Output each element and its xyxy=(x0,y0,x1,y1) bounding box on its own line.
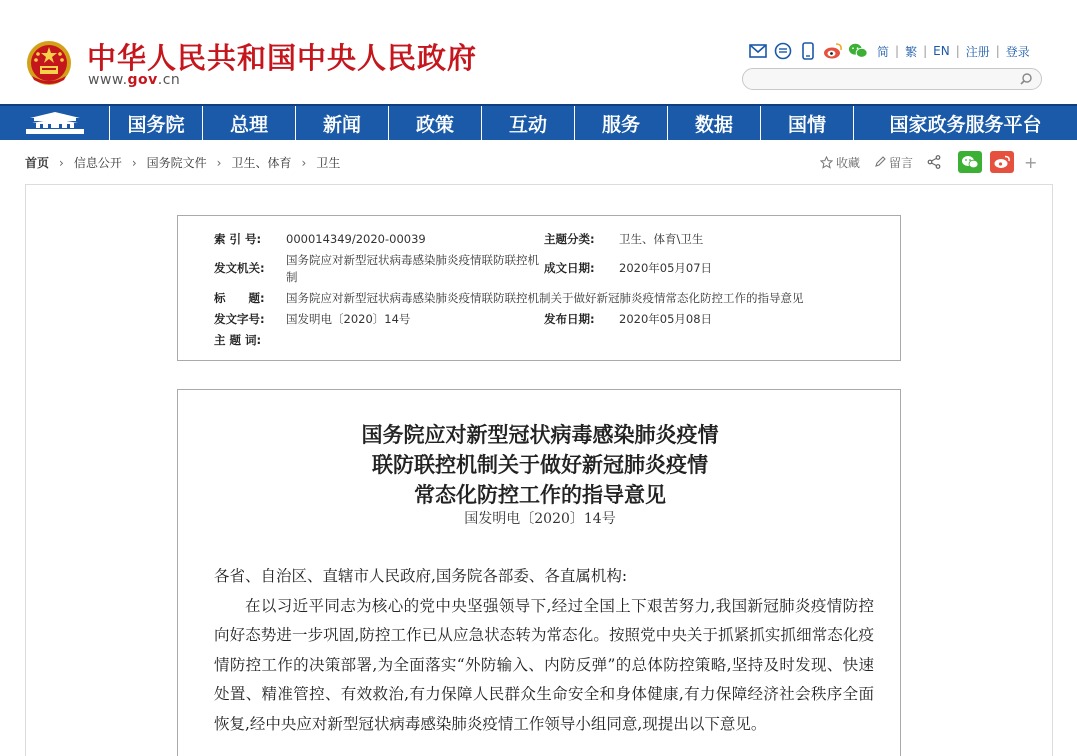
document-title-line: 国务院应对新型冠状病毒感染肺炎疫情 xyxy=(361,422,719,447)
link-simplified[interactable]: 简 xyxy=(877,44,890,59)
nav-news[interactable]: 新闻 xyxy=(296,106,389,140)
breadcrumb-bar xyxy=(0,140,1077,184)
meta-category-value: 卫生、体育\卫生 xyxy=(619,232,704,246)
nav-national-info[interactable]: 国情 xyxy=(761,106,854,140)
document-body-box xyxy=(177,389,901,756)
meta-keywords-label: 主 题 词: xyxy=(214,333,262,347)
wechat-icon[interactable] xyxy=(848,41,868,61)
document-title-line: 常态化防控工作的指导意见 xyxy=(414,482,666,507)
site-title[interactable]: 中华人民共和国中央人民政府 xyxy=(87,41,478,75)
meta-issuer-row xyxy=(214,252,542,286)
meta-publish-date-label: 发布日期: xyxy=(544,312,595,326)
share-button[interactable] xyxy=(927,155,944,169)
national-emblem-icon[interactable] xyxy=(26,38,72,88)
search-icon[interactable] xyxy=(1019,72,1033,86)
pencil-icon xyxy=(874,156,886,168)
document-metadata-table xyxy=(177,215,901,361)
nav-home-logo[interactable] xyxy=(0,106,110,140)
meta-date-written-label: 成文日期: xyxy=(544,261,595,275)
breadcrumb-info-disclosure[interactable]: 信息公开 xyxy=(73,156,122,170)
meta-publish-date-value: 2020年05月08日 xyxy=(619,312,713,326)
meta-date-written-row xyxy=(544,260,712,277)
link-register[interactable]: 注册 xyxy=(965,44,990,59)
meta-publish-date-row xyxy=(544,311,712,328)
breadcrumb-state-council-docs[interactable]: 国务院文件 xyxy=(146,156,207,170)
breadcrumb-health-sports[interactable]: 卫生、体育 xyxy=(231,156,292,170)
meta-index-value: 000014349/2020-00039 xyxy=(286,232,426,246)
meta-title-row xyxy=(214,290,804,307)
weibo-icon[interactable] xyxy=(823,41,843,61)
meta-doc-number-row xyxy=(214,311,410,328)
document-paragraph: 在以习近平同志为核心的党中央坚强领导下,经过全国上下艰苦努力,我国新冠肺炎疫情防控向好态势进一步巩固,防控工作已从应急状态转为常态化。按照党中央关于抓紧抓实抓细常态化疫情防控工作的决策部署,为全面落实“外防输入、内防反弹”的总体防控策略,坚持及时发现、快速处置、精准管控、有效救治,有力保障人民群众生命安全和身体健康,有力保障经济社会秩序全面恢复,经中央应对新型冠状病毒感染肺炎疫情工作领导小组同意,现提出以下意见。 xyxy=(214,596,874,733)
meta-index-row xyxy=(214,231,426,248)
nav-data[interactable]: 数据 xyxy=(668,106,761,140)
nav-gov-service-platform[interactable]: 国家政务服务平台 xyxy=(889,113,1042,136)
document-text xyxy=(214,562,874,739)
document-number: 国发明电〔2020〕14号 xyxy=(464,511,616,527)
chevron-right-icon: › xyxy=(216,155,222,170)
breadcrumb-home[interactable]: 首页 xyxy=(25,156,50,170)
page-actions xyxy=(820,151,1037,173)
meta-index-label: 索 引 号: xyxy=(214,232,262,246)
share-wechat-button[interactable] xyxy=(958,151,982,173)
mobile-icon[interactable] xyxy=(798,41,818,61)
favorite-button[interactable] xyxy=(820,154,860,171)
top-tools xyxy=(748,40,1030,62)
site-url[interactable] xyxy=(88,72,180,88)
tiananmen-icon xyxy=(24,110,86,136)
star-icon xyxy=(820,156,833,169)
link-login[interactable]: 登录 xyxy=(1005,44,1030,59)
meta-category-row xyxy=(544,231,703,248)
document-title xyxy=(178,420,902,510)
url-prefix: www. xyxy=(88,72,128,88)
breadcrumb xyxy=(25,154,340,171)
link-english[interactable]: EN xyxy=(933,44,950,58)
meta-doc-number-value: 国发明电〔2020〕14号 xyxy=(286,312,411,326)
meta-title-label: 标 题: xyxy=(214,291,265,305)
nav-policy[interactable]: 政策 xyxy=(389,106,482,140)
meta-category-label: 主题分类: xyxy=(544,232,595,246)
meta-issuer-value: 国务院应对新型冠状病毒感染肺炎疫情联防联控机制 xyxy=(286,253,539,284)
url-suffix: .cn xyxy=(157,72,181,88)
nav-premier[interactable]: 总理 xyxy=(203,106,296,140)
chevron-right-icon: › xyxy=(131,155,137,170)
meta-date-written-value: 2020年05月07日 xyxy=(619,261,713,275)
favorite-label: 收藏 xyxy=(836,155,861,170)
meta-issuer-label: 发文机关: xyxy=(214,261,265,275)
mail-icon[interactable] xyxy=(748,41,768,61)
url-gov: gov xyxy=(127,72,158,88)
nav-interaction[interactable]: 互动 xyxy=(482,106,575,140)
document-salutation: 各省、自治区、直辖市人民政府,国务院各部委、各直属机构: xyxy=(214,567,628,585)
breadcrumb-health[interactable]: 卫生 xyxy=(316,156,341,170)
message-icon[interactable] xyxy=(773,41,793,61)
comment-label: 留言 xyxy=(889,155,914,170)
site-header xyxy=(0,0,1077,104)
comment-button[interactable] xyxy=(874,154,913,171)
share-weibo-button[interactable] xyxy=(990,151,1014,173)
wechat-icon xyxy=(961,155,979,169)
more-share-icon[interactable]: + xyxy=(1024,152,1038,172)
nav-state-council[interactable]: 国务院 xyxy=(110,106,203,140)
meta-doc-number-label: 发文字号: xyxy=(214,312,265,326)
chevron-right-icon: › xyxy=(301,155,307,170)
meta-keywords-row xyxy=(214,332,286,348)
link-traditional[interactable]: 繁 xyxy=(905,44,918,59)
meta-title-value: 国务院应对新型冠状病毒感染肺炎疫情联防联控机制关于做好新冠肺炎疫情常态化防控工作的指导意见 xyxy=(286,291,804,305)
document-title-line: 联防联控机制关于做好新冠肺炎疫情 xyxy=(372,452,708,477)
weibo-icon xyxy=(993,155,1011,169)
main-nav xyxy=(0,104,1077,140)
search-input[interactable] xyxy=(742,68,1042,90)
chevron-right-icon: › xyxy=(59,155,64,170)
language-links: 简 | 繁 | EN | 注册 | 登录 xyxy=(877,44,1030,59)
nav-service[interactable]: 服务 xyxy=(575,106,668,140)
share-icon xyxy=(927,155,941,169)
